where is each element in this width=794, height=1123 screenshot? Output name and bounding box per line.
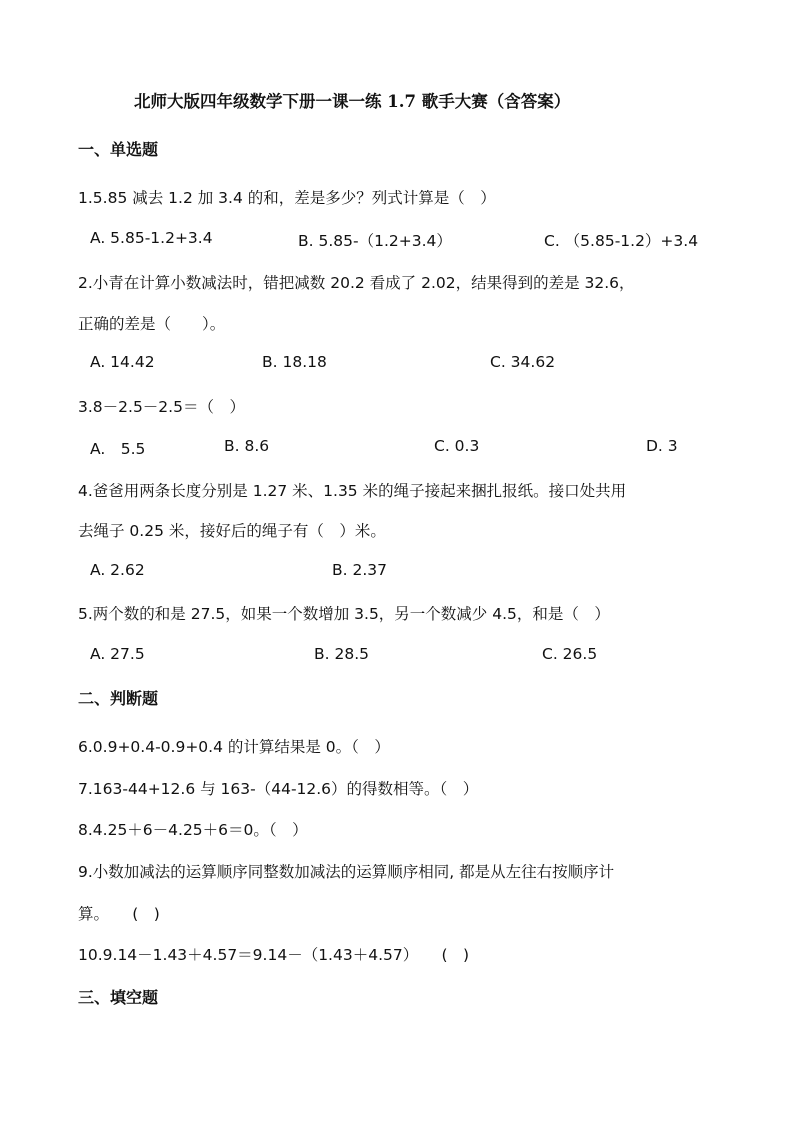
question-4-line-1: 4.爸爸用两条长度分别是 1.27 米、1.35 米的绳子接起来捆扎报纸。接口处共用 [78,482,627,500]
question-3-option-a: A. 5.5 [90,440,146,458]
question-4-option-b: B. 2.37 [332,561,387,579]
question-3-option-d: D. 3 [646,437,678,455]
section-heading-fill-blank: 三、填空题 [78,988,159,1007]
question-1-option-c: C. （5.85-1.2）+3.4 [544,232,699,250]
page-title: 北师大版四年级数学下册一课一练 1.7 歌手大赛（含答案） [134,92,571,111]
question-4-option-a: A. 2.62 [90,561,145,579]
question-3-option-c: C. 0.3 [434,437,480,455]
question-8: 8.4.25＋6－4.25＋6＝0。（ ） [78,821,308,839]
question-1-option-b: B. 5.85-（1.2+3.4） [298,232,452,250]
question-2-option-a: A. 14.42 [90,353,155,371]
question-7: 7.163-44+12.6 与 163-（44-12.6）的得数相等。（ ） [78,780,479,798]
question-5: 5.两个数的和是 27.5，如果一个数增加 3.5，另一个数减少 4.5，和是（ ） [78,605,610,623]
question-3-option-b: B. 8.6 [224,437,270,455]
question-10: 10.9.14－1.43＋4.57＝9.14－（1.43＋4.57） ( ) [78,946,470,964]
question-2-line-1: 2.小青在计算小数减法时，错把减数 20.2 看成了 2.02，结果得到的差是 32.6， [78,274,635,292]
question-3: 3.8－2.5－2.5＝（ ） [78,398,245,416]
question-5-option-c: C. 26.5 [542,645,598,663]
question-5-option-a: A. 27.5 [90,645,145,663]
question-9-line-2: 算。 ( ) [78,905,160,923]
section-heading-true-false: 二、判断题 [78,689,159,708]
question-1-option-a: A. 5.85-1.2+3.4 [90,229,213,247]
question-2-option-b: B. 18.18 [262,353,327,371]
question-1: 1.5.85 减去 1.2 加 3.4 的和，差是多少？列式计算是（ ） [78,189,496,207]
section-heading-single-choice: 一、单选题 [78,140,159,159]
question-4-line-2: 去绳子 0.25 米，接好后的绳子有（ ）米。 [78,522,386,540]
question-2-line-2: 正确的差是（ ）。 [78,315,226,333]
question-2-option-c: C. 34.62 [490,353,556,371]
question-9-line-1: 9.小数加减法的运算顺序同整数加减法的运算顺序相同, 都是从左往右按顺序计 [78,863,615,881]
question-5-option-b: B. 28.5 [314,645,369,663]
question-6: 6.0.9+0.4-0.9+0.4 的计算结果是 0。（ ） [78,738,390,756]
